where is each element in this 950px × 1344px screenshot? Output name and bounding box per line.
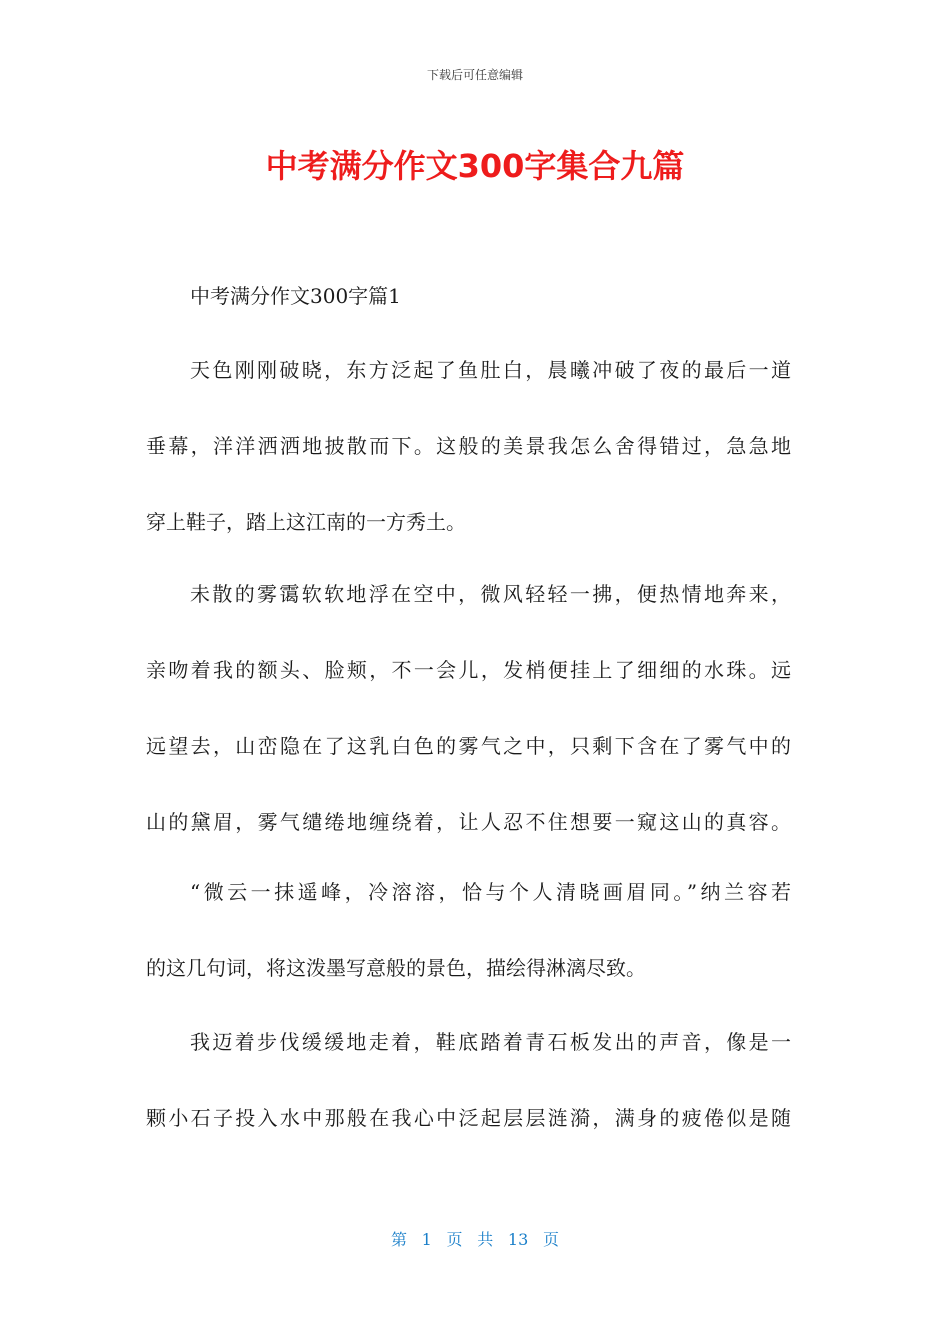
paragraph-line: 未散的雾霭软软地浮在空中，微风轻轻一拂，便热情地奔来， [190, 582, 791, 606]
paragraph-line: 我迈着步伐缓缓地走着，鞋底踏着青石板发出的声音，像是一 [190, 1030, 791, 1054]
paragraph-line: 天色刚刚破晓，东方泛起了鱼肚白，晨曦冲破了夜的最后一道 [190, 358, 791, 382]
paragraph-line: “微云一抹遥峰，冷溶溶，恰与个人清晓画眉同。”纳兰容若 [190, 880, 791, 904]
paragraph-line: 的这几句词，将这泼墨写意般的景色，描绘得淋漓尽致。 [146, 956, 646, 980]
section-heading: 中考满分作文300字篇1 [190, 284, 401, 308]
paragraph-4 [146, 1004, 791, 1156]
header-note: 下载后可任意编辑 [426, 68, 523, 82]
paragraph-line: 垂幕，洋洋洒洒地披散而下。这般的美景我怎么舍得错过，急急地 [146, 434, 791, 458]
document-title: 中考满分作文300字集合九篇 [265, 147, 685, 185]
paragraph-1 [146, 332, 791, 560]
paragraph-2 [146, 556, 791, 860]
paragraph-line: 穿上鞋子，踏上这江南的一方秀土。 [146, 510, 466, 534]
paragraph-line: 亲吻着我的额头、脸颊，不一会儿，发梢便挂上了细细的水珠。远 [146, 658, 791, 682]
paragraph-line: 远望去，山峦隐在了这乳白色的雾气之中，只剩下含在了雾气中的 [146, 734, 791, 758]
paragraph-3 [146, 854, 791, 1006]
page-footer: 第 1 页 共 13 页 [391, 1230, 559, 1249]
paragraph-line: 颗小石子投入水中那般在我心中泛起层层涟漪，满身的疲倦似是随 [146, 1106, 791, 1130]
paragraph-line: 山的黛眉，雾气缱绻地缠绕着，让人忍不住想要一窥这山的真容。 [146, 810, 791, 834]
